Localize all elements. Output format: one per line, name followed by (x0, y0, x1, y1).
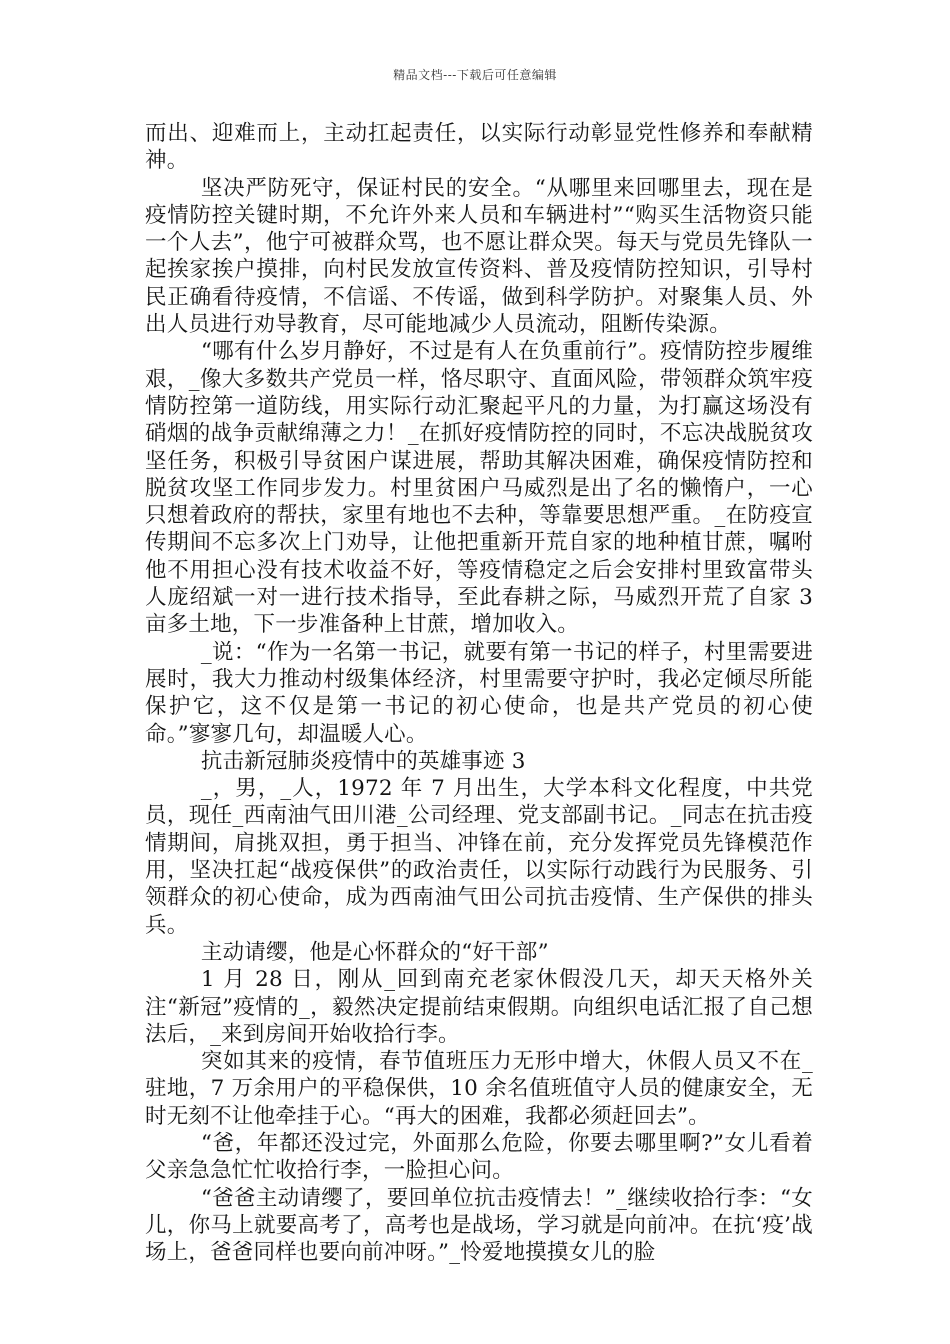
paragraph-3: “哪有什么岁月静好，不过是有人在负重前行”。疫情防控步履维艰，_像大多数共产党员一样，恪尽职守、直面风险，带领群众筑牢疫情防控第一道防线，用实际行动汇聚起平凡的力量，为打赢这场没有硝烟的战争贡献绵薄之力！_在抓好疫情防控的同时，不忘决战脱贫攻坚任务，积极引导贫困户谋进展，帮助其解决困难，确保疫情防控和脱贫攻坚工作同步发力。村里贫困户马威烈是出了名的懒惰户，一心只想着政府的帮扶，家里有地也不去种，等靠要思想严重。_在防疫宣传期间不忘多次上门劝导，让他把重新开荒自家的地种植甘蔗，嘱咐他不用担心没有技术收益不好，等疫情稳定之后会安排村里致富带头人庞绍斌一对一进行技术指导，至此春耕之际，马威烈开荒了自家 3 亩多土地，下一步准备种上甘蔗，增加收入。 (145, 339, 813, 638)
paragraph-1: 而出、迎难而上，主动扛起责任，以实际行动彰显党性修养和奉献精神。 (145, 121, 813, 174)
paragraph-4: _说：“作为一名第一书记，就要有第一书记的样子，村里需要进展时，我大力推动村级集体经济，村里需要守护时，我必定倾尽所能保护它，这不仅是第一书记的初心使命，也是共产党员的初心使命。”寥寥几句，却温暖人心。 (145, 639, 813, 747)
header-note: 精品文档---下载后可任意编辑 (393, 68, 557, 82)
paragraph-7: 突如其来的疫情，春节值班压力无形中增大，休假人员又不在_驻地，7 万余用户的平稳保供，10 余名值班值守人员的健康安全，无时无刻不让他牵挂于心。“再大的困难，我都必须赶回去”。 (145, 1049, 813, 1129)
paragraph-6: 1 月 28 日，刚从_回到南充老家休假没几天，却天天格外关注“新冠”疫情的_，毅然决定提前结束假期。向组织电话汇报了自己想法后，_来到房间开始收拾行李。 (145, 967, 813, 1047)
paragraph-9: “爸爸主动请缨了，要回单位抗击疫情去！”_继续收拾行李：“女儿，你马上就要高考了，高考也是战场，学习就是向前冲。在抗‘疫’战场上，爸爸同样也要向前冲呀。”_怜爱地摸摸女儿的脸 (145, 1185, 813, 1266)
paragraph-2: 坚决严防死守，保证村民的安全。“从哪里来回哪里去，现在是疫情防控关键时期，不允许外来人员和车辆进村”“购买生活物资只能一个人去”，他宁可被群众骂，也不愿让群众哭。每天与党员先锋队一起挨家挨户摸排，向村民发放宣传资料、普及疫情防控知识，引导村民正确看待疫情，不信谣、不传谣，做到科学防护。对聚集人员、外出人员进行劝导教育，尽可能地减少人员流动，阻断传染源。 (145, 175, 813, 338)
document-body (145, 120, 813, 1266)
section-heading: 抗击新冠肺炎疫情中的英雄事迹 3 (200, 748, 526, 774)
subheading: 主动请缨，他是心怀群众的“好干部” (200, 939, 549, 965)
paragraph-8: “爸，年都还没过完，外面那么危险，你要去哪里啊?”女儿看着父亲急急忙忙收拾行李，一脸担心问。 (145, 1130, 813, 1184)
paragraph-5: _，男，_人，1972 年 7 月出生，大学本科文化程度，中共党员，现任_西南油气田川港_公司经理、党支部副书记。_同志在抗击疫情期间，肩挑双担，勇于担当、冲锋在前，充分发挥党员先锋模范作用，坚决扛起“战疫保供”的政治责任，以实际行动践行为民服务、引领群众的初心使命，成为西南油气田公司抗击疫情、生产保供的排头兵。 (145, 776, 813, 938)
